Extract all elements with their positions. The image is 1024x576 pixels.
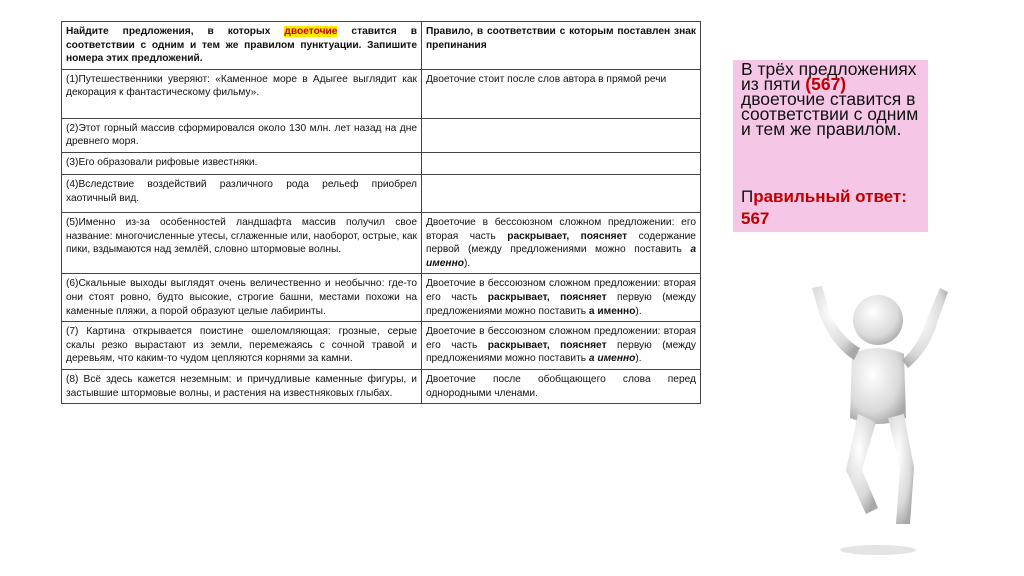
table-row xyxy=(62,274,701,322)
header-rule-cell xyxy=(422,22,701,70)
task-table xyxy=(61,21,701,404)
answer-numbers: (567) xyxy=(805,74,847,94)
sentence-cell: (1)Путешественники уверяют: «Каменное море в Адыгее выглядит как декорация к фантастическому фильму». xyxy=(62,69,422,118)
sentence-cell: (6)Скальные выходы выглядят очень величественно и необычно: где-то они стоят ровно, будто высокие, строгие башни, местами похожи на каменные пляжи, а порой образуют целые лабиринты. xyxy=(62,274,422,322)
sentence-cell: (5)Именно из-за особенностей ландшафта массив получил свое название: многочисленные утесы, сглаженные или, наоборот, острые, как пики, вздымаются над землёй, словно штормовые волны. xyxy=(62,212,422,273)
table-row xyxy=(62,69,701,118)
header-rule-text: Правило, в соответствии с которым поставлен знак препинания xyxy=(426,26,696,51)
table-row xyxy=(62,369,701,403)
sentence-cell: (4)Вследствие воздействий различного рода рельеф приобрел хаотичный вид. xyxy=(62,174,422,212)
table-header-row xyxy=(62,22,701,70)
sentence-cell: (2)Этот горный массив сформировался около 130 млн. лет назад на дне древнего моря. xyxy=(62,118,422,152)
table-row xyxy=(62,174,701,212)
sentence-cell: (7) Картина открывается поистине ошеломляющая: грозные, серые скалы резко вырастают из земли, перемежаясь с сочной травой и деревьям, что каким-то чудом цепляются корнями за камни. xyxy=(62,322,422,370)
table-row xyxy=(62,212,701,273)
rule-cell: Двоеточие стоит после слов автора в прямой речи xyxy=(422,69,701,118)
jumping-person-figure-icon xyxy=(800,268,960,558)
header-task-text-rest: ставится в соответствии с одним и тем же правилом пунктуации. Запишите номера этих предложений. xyxy=(66,26,417,65)
rule-cell xyxy=(422,174,701,212)
answer-box xyxy=(733,60,928,232)
rule-cell: Двоеточие в бессоюзном сложном предложении: вторая его часть раскрывает, поясняет первую (между предложениями можно поставить а именно). xyxy=(422,274,701,322)
header-task-cell xyxy=(62,22,422,70)
correct-answer: Правильный ответ: 567 xyxy=(741,187,907,228)
table-row xyxy=(62,152,701,174)
sentence-cell: (3)Его образовали рифовые известняки. xyxy=(62,152,422,174)
table-row xyxy=(62,322,701,370)
rule-cell xyxy=(422,118,701,152)
header-task-text: Найдите предложения, в которых xyxy=(66,26,285,37)
rule-cell: Двоеточие в бессоюзном сложном предложении: его вторая часть раскрывает, поясняет содержание первой (между предложениями можно поставить а именно). xyxy=(422,212,701,273)
header-highlight-word: двоеточие xyxy=(284,26,338,37)
rule-cell xyxy=(422,152,701,174)
answer-explanation: В трёх предложениях из пяти (567) двоеточие ставится в соответствии с одним и тем же правилом. xyxy=(741,59,919,139)
sentence-cell: (8) Всё здесь кажется неземным: и причудливые каменные фигуры, и застывшие штормовые волны, и растения на известняковых глыбах. xyxy=(62,369,422,403)
rule-cell: Двоеточие после обобщающего слова перед однородными членами. xyxy=(422,369,701,403)
table-row xyxy=(62,118,701,152)
rule-cell: Двоеточие в бессоюзном сложном предложении: вторая его часть раскрывает, поясняет первую (между предложениями можно поставить а именно). xyxy=(422,322,701,370)
